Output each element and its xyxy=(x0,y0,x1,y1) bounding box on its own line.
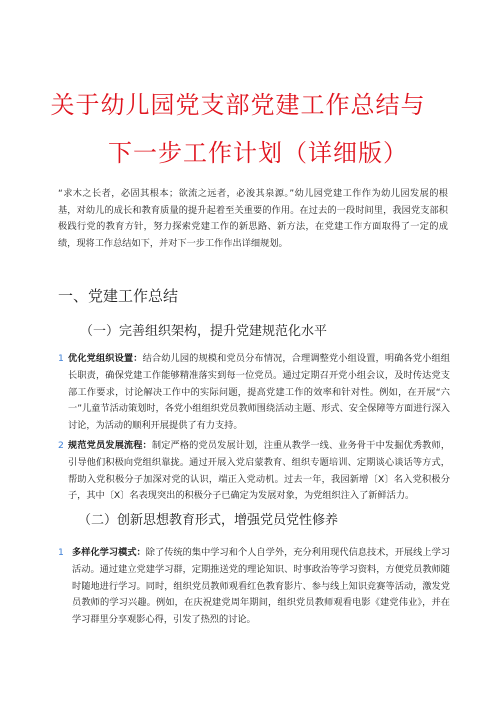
list-item-text: 除了传统的集中学习和个人自学外，充分利用现代信息技术，开展线上学习活动。通过建立党建学习群，定期推送党的理论知识、时事政治等学习资料，方便党员教师随时随地进行学习。同时，组织党员教师观看红色教育影片、参与线上知识竞赛等活动，激发党员教师的学习兴趣。例如，在庆祝建党周年期间，组织党员教师观看电影《建党伟业》，并在学习群里分享观影心得，引发了热烈的讨论。 xyxy=(72,547,451,626)
list-item-number: 2 xyxy=(58,440,64,451)
list-item-label: 优化党组织设置： xyxy=(68,353,143,364)
list-item-number: 1 xyxy=(58,353,64,364)
list-item xyxy=(58,438,450,505)
intro-paragraph: “求木之长者，必固其根本；欲流之远者，必浚其泉源。”幼儿园党建工作作为幼儿园发展的根基，对幼儿的成长和教育质量的提升起着至关重要的作用。在过去的一段时间里，我园党支部积极践行党的教育方针，努力探索党建工作的新思路、新方法，在党建工作方面取得了一定的成绩，现将工作总结如下，并对下一步工作作出详细规划。 xyxy=(58,188,448,249)
list-item-text: 制定严格的党员发展计划，注重从教学一线、业务骨干中发掘优秀教师，引导他们积极向党组织靠拢。通过开展入党启蒙教育、组织专题培训、定期谈心谈话等方式，帮助入党积极分子加深对党的认识，端正入党动机。过去一年，我园新增〔X〕名入党积极分子，其中〔X〕名表现突出的积极分子已确定为发展对象，为党组织注入了新鲜活力。 xyxy=(68,440,451,502)
list-item-text: 结合幼儿园的规模和党员分布情况，合理调整党小组设置，明确各党小组组长职责，确保党建工作能够精准落实到每一位党员。通过定期召开党小组会议，及时传达党支部工作要求，讨论解决工作中的实际问题，提高党建工作的效率和针对性。例如，在开展“六一”儿童节活动策划时，各党小组组织党员教师围绕活动主题、形式、安全保障等方面进行深入讨论，为活动的顺利开展提供了有力支持。 xyxy=(68,353,450,432)
document-title-line-2: 下一步工作计划（详细版） xyxy=(108,139,408,167)
list-item-label: 规范党员发展流程： xyxy=(68,440,152,451)
document-title-line-1: 关于幼儿园党支部党建工作总结与 xyxy=(50,91,426,119)
section-heading-summary: 一、党建工作总结 xyxy=(58,287,179,305)
list-item-label: 多样化学习模式： xyxy=(72,547,146,558)
list-item xyxy=(58,351,450,435)
subsection-heading-organization: （一）完善组织架构，提升党建规范化水平 xyxy=(80,324,328,339)
subsection-heading-education: （二）创新思想教育形式，增强党员党性修养 xyxy=(78,513,339,528)
list-item xyxy=(58,545,450,629)
list-item-number: 1 xyxy=(58,547,64,558)
